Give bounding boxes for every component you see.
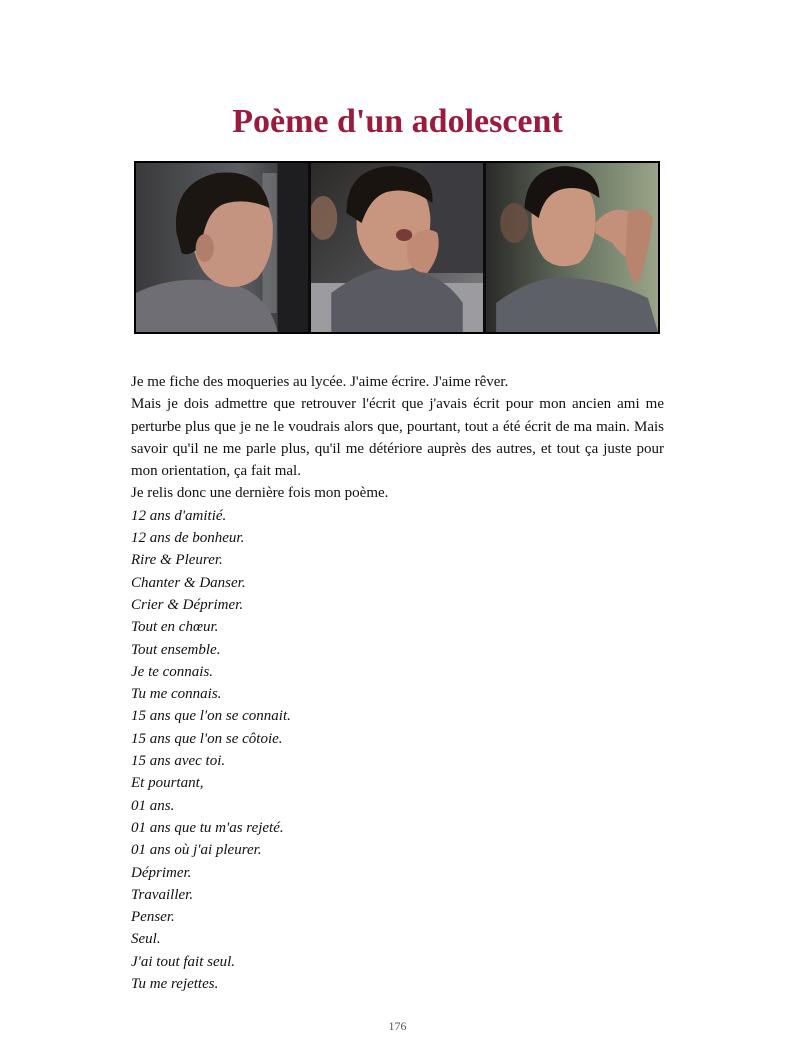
poem-line: Rire & Pleurer. <box>131 552 223 569</box>
photo-strip <box>134 161 660 334</box>
poem-line: Déprimer. <box>131 864 192 881</box>
poem-line: Tu me rejettes. <box>131 976 219 993</box>
poem-line: Tout ensemble. <box>131 641 221 658</box>
paragraph-reflection: Mais je dois admettre que retrouver l'écrit que j'avais écrit pour mon ancien ami me perturbe plus que je ne le voudrais alors que, pourtant, tout a été écrit de ma main. Mais savoir qu'il ne me parle plus, qu'il me détériore auprès des autres, et tout ça juste pour mon orientation, ça fait mal. <box>131 396 664 480</box>
page-number: 176 <box>388 1019 407 1033</box>
poem-line: 15 ans que l'on se côtoie. <box>131 730 283 747</box>
paragraph-intro: Je me fiche des moqueries au lycée. J'aime écrire. J'aime rêver. <box>131 374 509 390</box>
poem-line: Penser. <box>131 909 175 926</box>
photo-boy-profile <box>136 163 308 332</box>
poem-line: 01 ans. <box>131 797 175 814</box>
body-text <box>131 371 664 995</box>
poem-line: Tout en chœur. <box>131 619 219 636</box>
poem <box>131 505 664 996</box>
paragraph-reread: Je relis donc une dernière fois mon poème. <box>131 485 389 502</box>
poem-line: 12 ans d'amitié. <box>131 507 227 524</box>
poem-line: 12 ans de bonheur. <box>131 530 245 547</box>
page-title: Poème d'un adolescent <box>232 103 563 140</box>
poem-line: 01 ans que tu m'as rejeté. <box>131 819 284 836</box>
poem-line: 15 ans avec toi. <box>131 753 226 770</box>
poem-line: Seul. <box>131 931 161 948</box>
poem-line: Je te connais. <box>131 663 214 680</box>
poem-line: Et pourtant, <box>131 775 204 792</box>
photo-boy-hand-neck <box>486 163 658 332</box>
poem-line: Chanter & Danser. <box>131 574 246 591</box>
poem-line: 01 ans où j'ai pleurer. <box>131 842 262 859</box>
poem-line: Crier & Déprimer. <box>131 596 244 613</box>
poem-line: J'ai tout fait seul. <box>131 953 236 970</box>
poem-line: Travailler. <box>131 886 194 903</box>
poem-line: Tu me connais. <box>131 686 222 703</box>
poem-line: 15 ans que l'on se connait. <box>131 708 291 725</box>
photo-boy-hand-mouth <box>311 163 483 332</box>
